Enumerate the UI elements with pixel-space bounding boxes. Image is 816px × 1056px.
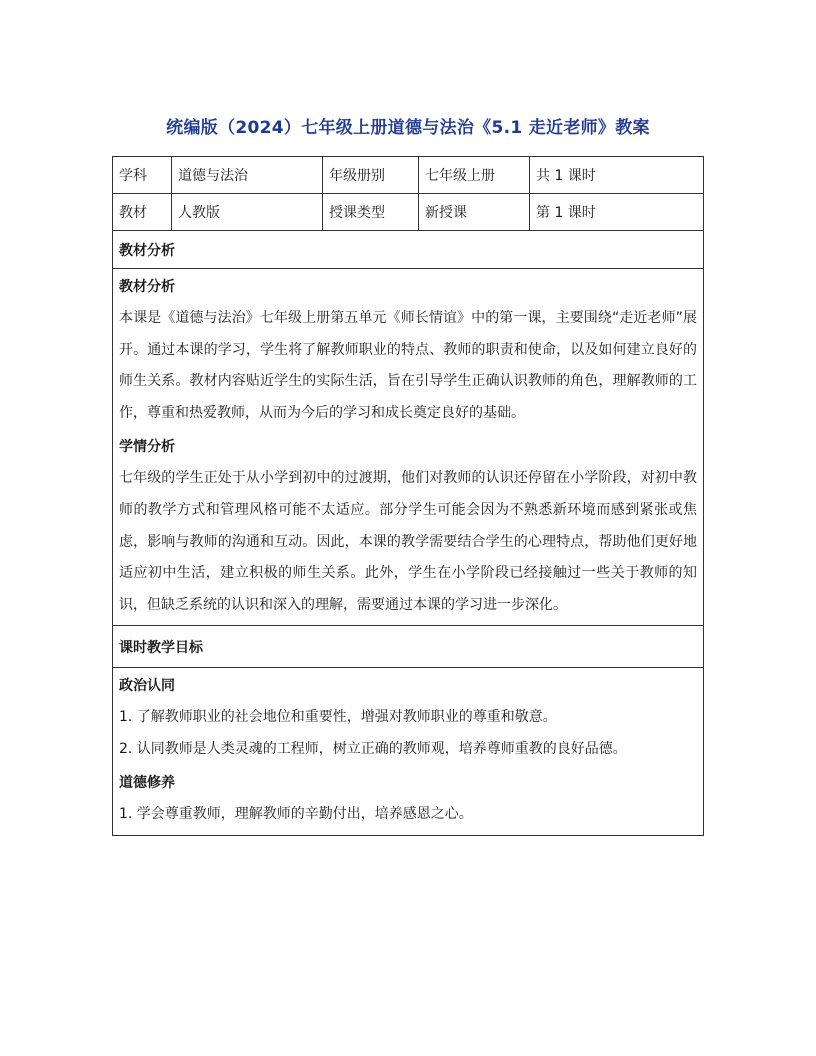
student-analysis-heading: 学情分析 xyxy=(119,439,175,456)
moral-item-1: 1. 学会尊重教师，理解教师的辛勤付出，培养感恩之心。 xyxy=(119,806,473,823)
textbook-value: 人教版 xyxy=(172,194,323,231)
current-period: 第 1 课时 xyxy=(530,194,704,231)
material-analysis-heading: 教材分析 xyxy=(119,279,175,295)
subject-value: 道德与法治 xyxy=(172,157,323,194)
objectives-content xyxy=(113,668,704,836)
lesson-type-label: 授课类型 xyxy=(323,194,419,231)
objectives-section-heading: 课时教学目标 xyxy=(113,626,704,668)
info-row-2 xyxy=(113,194,704,231)
textbook-label: 教材 xyxy=(113,194,172,231)
grade-value: 七年级上册 xyxy=(419,157,530,194)
total-periods: 共 1 课时 xyxy=(530,157,704,194)
analysis-content xyxy=(113,269,704,626)
political-item-2: 2. 认同教师是人类灵魂的工程师，树立正确的教师观，培养尊师重教的良好品德。 xyxy=(119,740,627,757)
info-row-1 xyxy=(113,157,704,194)
page-title: 统编版（2024）七年级上册道德与法治《5.1 走近老师》教案 xyxy=(166,118,650,138)
political-item-1: 1. 了解教师职业的社会地位和重要性，增强对教师职业的尊重和敬意。 xyxy=(119,709,557,726)
material-analysis-text: 本课是《道德与法治》七年级上册第五单元《师长情谊》中的第一课，主要围绕“走近老师”展开。通过本课的学习，学生将了解教师职业的特点、教师的职责和使命，以及如何建立良好的师生关系。教材内容贴近学生的实际生活，旨在引导学生正确认识教师的角色，理解教师的工作，尊重和热爱教师，从而为今后的学习和成长奠定良好的基础。 xyxy=(119,310,697,421)
lesson-type-value: 新授课 xyxy=(419,194,530,231)
lesson-plan-table xyxy=(112,156,704,836)
political-identity-heading: 政治认同 xyxy=(119,678,175,695)
grade-label: 年级册别 xyxy=(323,157,419,194)
subject-label: 学科 xyxy=(113,157,172,194)
analysis-section-heading: 教材分析 xyxy=(113,231,704,269)
moral-cultivation-heading: 道德修养 xyxy=(119,775,175,792)
student-analysis-text: 七年级的学生正处于从小学到初中的过渡期，他们对教师的认识还停留在小学阶段，对初中教师的教学方式和管理风格可能不太适应。部分学生可能会因为不熟悉新环境而感到紧张或焦虑，影响与教师的沟通和互动。因此，本课的教学需要结合学生的心理特点，帮助他们更好地适应初中生活，建立积极的师生关系。此外，学生在小学阶段已经接触过一些关于教师的知识，但缺乏系统的认识和深入的理解，需要通过本课的学习进一步深化。 xyxy=(119,470,697,613)
